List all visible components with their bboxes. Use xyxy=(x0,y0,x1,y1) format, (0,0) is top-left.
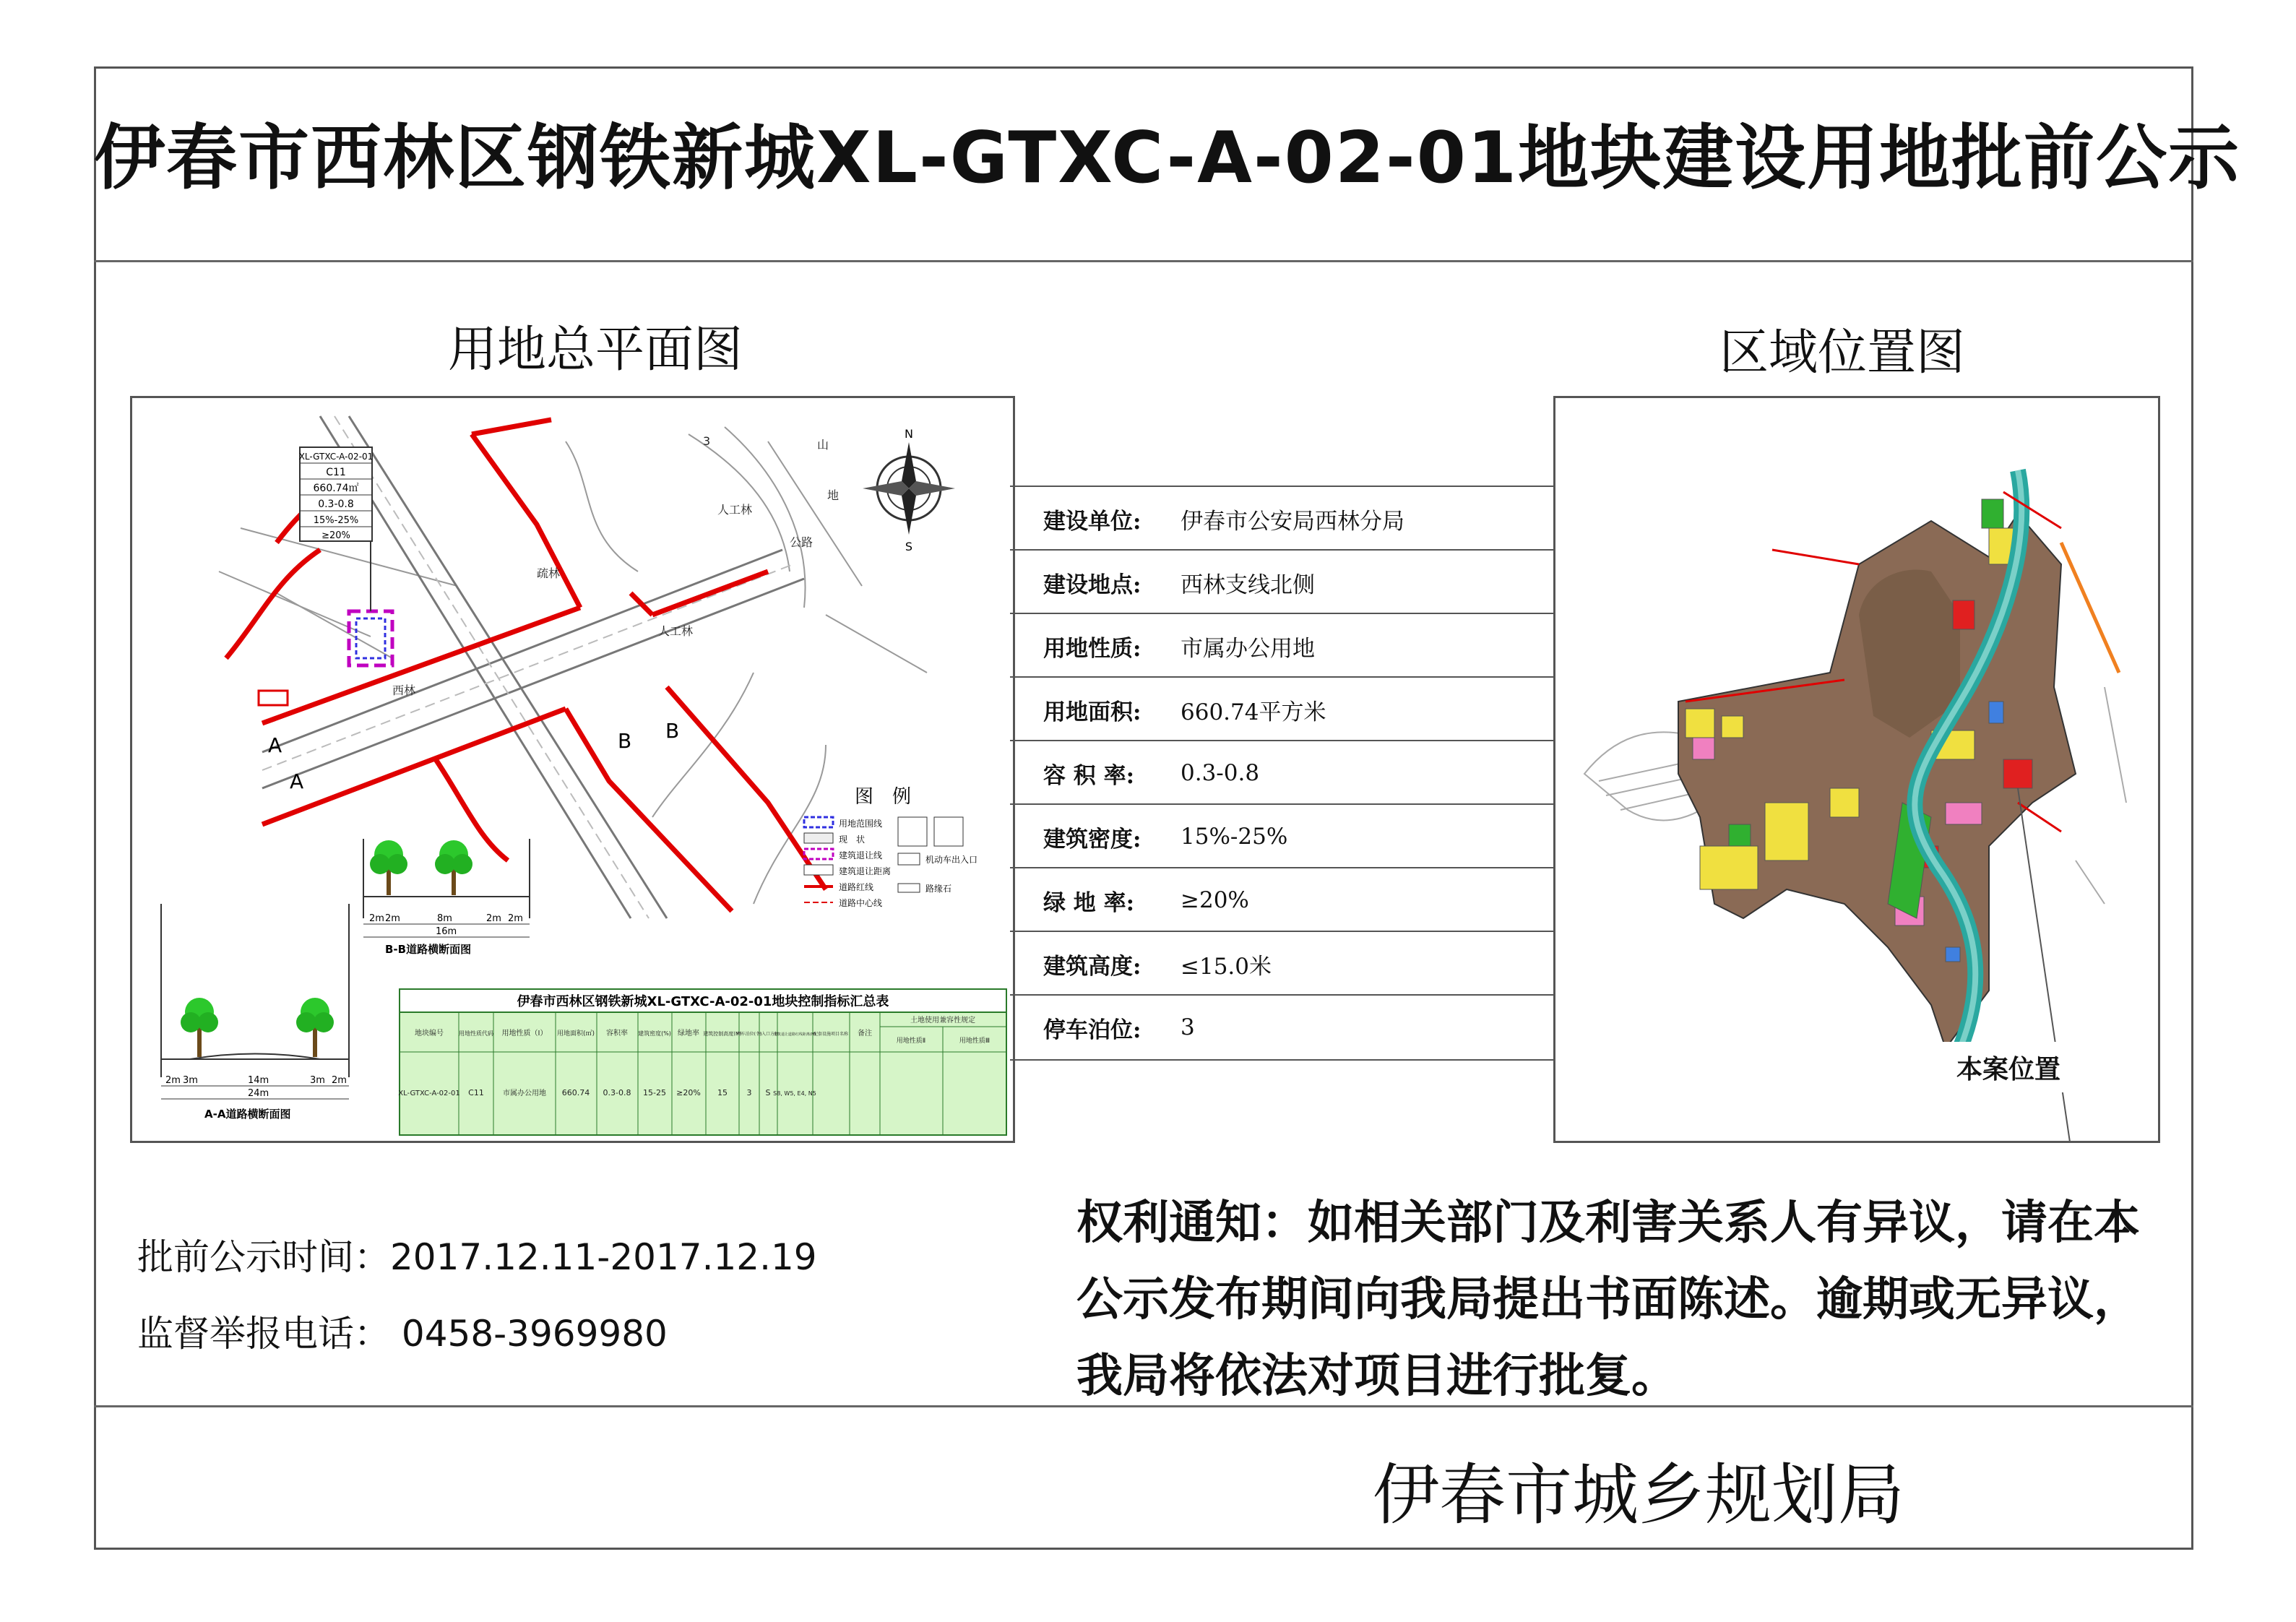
td-setback: S8, W5, E4, N5 xyxy=(773,1090,816,1097)
legend-item-existing: 现 状 xyxy=(839,834,866,845)
info-label: 绿 地 率: xyxy=(1043,889,1135,916)
info-row-far xyxy=(1010,740,1553,805)
bb-dim-3: 8m xyxy=(437,913,452,924)
info-value: 伊春市公安局西林分局 xyxy=(1181,508,1404,535)
info-value: 15%-25% xyxy=(1181,824,1288,850)
publicity-time: 批前公示时间：2017.12.11-2017.12.19 xyxy=(137,1236,817,1278)
title-divider xyxy=(94,260,2193,262)
info-label: 用地性质: xyxy=(1043,635,1141,662)
info-row-location xyxy=(1010,549,1553,614)
issuing-authority: 伊春市城乡规划局 xyxy=(1373,1457,1905,1534)
info-value: 市属办公用地 xyxy=(1181,635,1315,662)
railway xyxy=(2061,543,2119,673)
legend-item-curb: 路缘石 xyxy=(925,884,952,894)
td-entrance: S xyxy=(765,1088,771,1097)
info-label: 建筑密度: xyxy=(1043,826,1141,853)
legend-item-setback: 建筑退让线 xyxy=(839,850,883,860)
section-b-left-label: B xyxy=(618,729,632,753)
legend-item-centerline: 道路中心线 xyxy=(839,898,883,908)
label-forest-1: 人工林 xyxy=(717,503,753,517)
td-land-code: C11 xyxy=(468,1088,484,1097)
aa-caption: A-A道路横断面图 xyxy=(204,1108,291,1121)
section-aa xyxy=(161,904,349,1121)
th-density: 建筑密度(%) xyxy=(638,1030,671,1037)
label-road-1: 西林 xyxy=(392,683,416,697)
info-row-builder xyxy=(1010,486,1553,551)
info-row-parking xyxy=(1010,994,1553,1061)
site-plan-panel xyxy=(130,396,1015,1143)
th-compat-group: 土地使用兼容性规定 xyxy=(910,1017,975,1024)
td-block-code: XL-GTXC-A-02-01 xyxy=(398,1090,460,1097)
tree-icon xyxy=(296,998,334,1057)
info-label: 停车泊位: xyxy=(1043,1017,1141,1043)
th-green: 绿地率 xyxy=(678,1030,699,1038)
control-table xyxy=(398,989,1006,1135)
th-setback: 建筑退让道路红线距离(M) xyxy=(773,1032,816,1037)
bb-caption: B-B道路横断面图 xyxy=(385,943,472,956)
block-far: 0.3-0.8 xyxy=(318,499,354,510)
report-phone: 监督举报电话： 0458-3969980 xyxy=(137,1313,668,1355)
site-plan-heading: 用地总平面图 xyxy=(448,322,743,379)
th-remark: 备注 xyxy=(858,1030,872,1038)
legend-item-entrance: 机动车出入口 xyxy=(925,855,978,865)
aa-dim-1: 2m xyxy=(165,1075,181,1086)
label-sparse-forest: 疏林 xyxy=(537,566,561,580)
th-parking: 停车泊位(个) xyxy=(736,1032,762,1037)
td-land-use: 市属办公用地 xyxy=(503,1090,546,1097)
section-a-bottom-label: A xyxy=(290,769,304,793)
label-number-3: 3 xyxy=(703,434,711,448)
block-label-box xyxy=(299,447,374,541)
info-value: 西林支线北侧 xyxy=(1181,571,1315,598)
location-map-drawing xyxy=(1555,398,2160,1143)
aa-dim-3: 14m xyxy=(248,1075,269,1086)
rights-notice: 权利通知：如相关部门及利害关系人有异议，请在本公示发布期间向我局提出书面陈述。逾期或无异议，我局将依法对项目进行批复。 xyxy=(1076,1196,2140,1403)
th-use-2: 用地性质Ⅱ xyxy=(896,1038,926,1045)
block-code: XL-GTXC-A-02-01 xyxy=(298,452,374,462)
info-row-density xyxy=(1010,803,1553,868)
info-value: 660.74平方米 xyxy=(1181,699,1326,725)
north-label-s: S xyxy=(905,540,913,553)
legend-title: 图 例 xyxy=(855,786,912,808)
td-height: 15 xyxy=(717,1088,728,1097)
aa-total: 24m xyxy=(248,1088,269,1099)
legend-item-boundary: 用地范围线 xyxy=(839,819,883,829)
info-value: 3 xyxy=(1181,1014,1195,1040)
label-road-3: 公路 xyxy=(790,535,813,549)
block-green: ≥20% xyxy=(321,530,350,541)
page-title: 伊春市西林区钢铁新城XL-GTXC-A-02-01地块建设用地批前公示 xyxy=(94,117,2241,199)
bb-dim-4: 2m xyxy=(486,913,501,924)
th-entrance: 出入口方位 xyxy=(756,1032,780,1037)
north-arrow xyxy=(863,427,955,553)
tree-icon xyxy=(181,998,218,1057)
legend-item-red-line: 道路红线 xyxy=(839,882,874,892)
bb-total: 16m xyxy=(436,926,457,937)
th-far: 容积率 xyxy=(606,1030,628,1038)
bb-dim-2: 2m xyxy=(385,913,400,924)
td-far: 0.3-0.8 xyxy=(603,1088,631,1097)
th-facilities: 配套设施项目名称 xyxy=(813,1032,849,1037)
info-value: 0.3-0.8 xyxy=(1181,760,1260,786)
info-row-land-use xyxy=(1010,613,1553,678)
th-land-use: 用地性质（Ⅰ） xyxy=(501,1030,548,1038)
bb-dim-5: 2m xyxy=(508,913,523,924)
label-ground: 地 xyxy=(827,488,840,502)
legend xyxy=(804,786,977,908)
info-row-green xyxy=(1010,867,1553,932)
label-mountain: 山 xyxy=(817,438,829,452)
info-label: 容 积 率: xyxy=(1043,762,1135,789)
tree-icon xyxy=(435,840,472,895)
block-area: 660.74㎡ xyxy=(313,483,359,494)
block-land-code: C11 xyxy=(326,467,346,478)
control-table-title: 伊春市西林区钢铁新城XL-GTXC-A-02-01地块控制指标汇总表 xyxy=(517,994,889,1009)
label-forest-2: 人工林 xyxy=(658,624,694,638)
section-a-top-label: A xyxy=(268,733,282,757)
th-block-code: 地块编号 xyxy=(415,1030,444,1038)
info-row-height xyxy=(1010,931,1553,996)
td-green: ≥20% xyxy=(676,1088,701,1097)
section-markers xyxy=(259,691,679,793)
th-area: 用地面积(㎡) xyxy=(556,1030,595,1038)
th-use-3: 用地性质Ⅲ xyxy=(959,1038,991,1045)
bb-dim-1: 2m xyxy=(369,913,384,924)
td-parking: 3 xyxy=(746,1088,752,1097)
location-map-panel xyxy=(1553,396,2160,1143)
th-land-code: 用地性质代码 xyxy=(459,1030,493,1037)
info-label: 用地面积: xyxy=(1043,699,1141,725)
info-value: ≥20% xyxy=(1181,887,1249,913)
tree-icon xyxy=(370,840,407,895)
section-b-right-label: B xyxy=(665,719,680,743)
location-caption: 本案位置 xyxy=(1936,1042,2081,1092)
info-label: 建设单位: xyxy=(1043,508,1141,535)
legend-item-setback-dist: 建筑退让距离 xyxy=(839,866,892,876)
th-height: 建筑控制高度(M) xyxy=(703,1031,742,1037)
td-area: 660.74 xyxy=(561,1088,590,1097)
info-label: 建筑高度: xyxy=(1043,953,1141,980)
info-value: ≤15.0米 xyxy=(1181,953,1272,980)
aa-dim-2: 3m xyxy=(183,1075,198,1086)
aa-dim-5: 2m xyxy=(332,1075,347,1086)
aa-dim-4: 3m xyxy=(310,1075,325,1086)
td-density: 15-25 xyxy=(643,1088,666,1097)
block-density: 15%-25% xyxy=(313,515,359,526)
site-plan-drawing xyxy=(132,398,1015,1143)
north-label-n: N xyxy=(905,427,913,441)
info-row-area xyxy=(1010,676,1553,741)
info-label: 建设地点: xyxy=(1043,571,1141,598)
location-map-heading: 区域位置图 xyxy=(1719,324,1966,381)
